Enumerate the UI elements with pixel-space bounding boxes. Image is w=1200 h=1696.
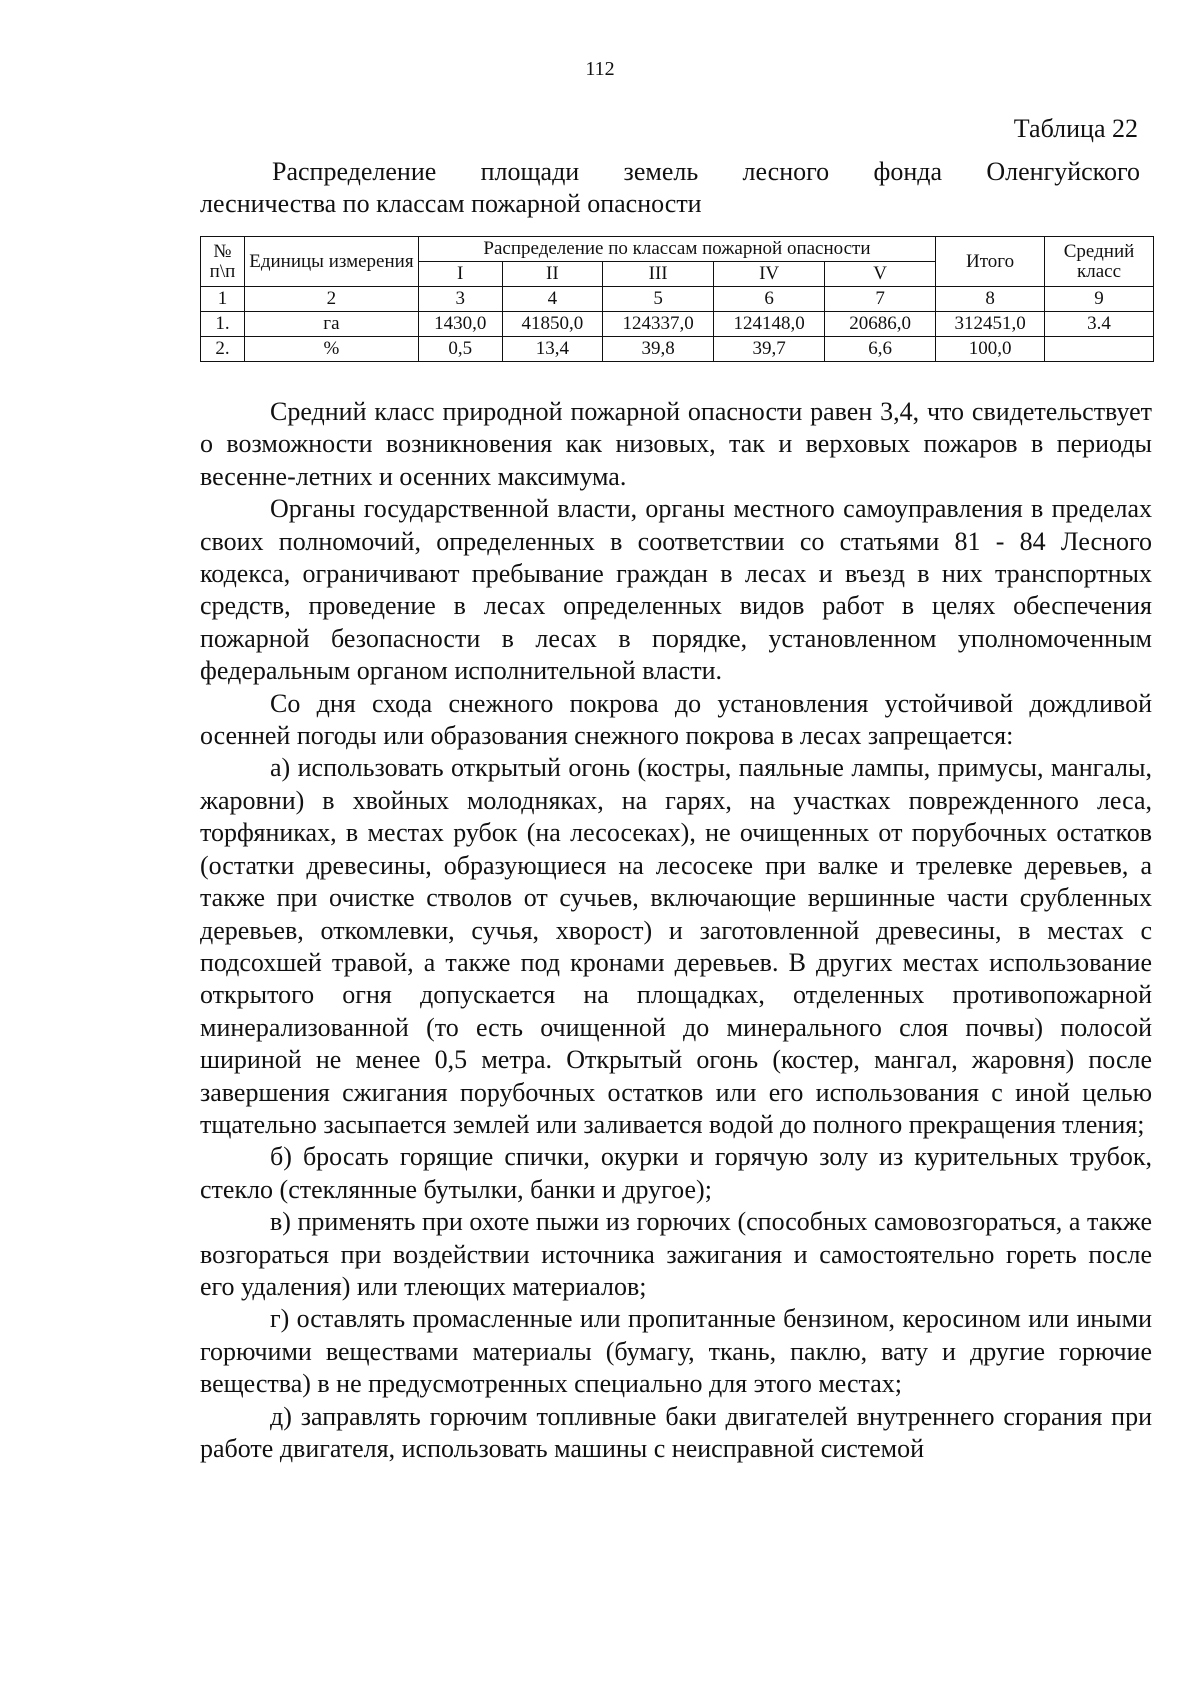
body-text (200, 396, 1152, 1465)
paragraph: в) применять при охоте пыжи из горючих (способных самовозгораться, а также возгораться при воздействии источника зажигания и самостоятельно гореть после его удаления) или тлеющих материалов; (200, 1207, 1152, 1301)
table-cell: 312451,0 (936, 312, 1045, 337)
col-number: 7 (825, 287, 936, 312)
table-cell (1045, 337, 1154, 362)
table-caption-line-1: Распределение площади земель лесного фонда Оленгуйского (272, 157, 1140, 186)
col-number: 1 (201, 287, 245, 312)
col-number: 8 (936, 287, 1045, 312)
header-avg: Средний класс (1045, 237, 1154, 287)
table-caption-line-2: лесничества по классам пожарной опасности (200, 189, 702, 218)
col-number: 9 (1045, 287, 1154, 312)
header-class: I (418, 262, 502, 287)
table-cell: 2. (201, 337, 245, 362)
table-cell: 100,0 (936, 337, 1045, 362)
table-cell: 39,7 (714, 337, 825, 362)
header-class: II (502, 262, 603, 287)
header-total: Итого (936, 237, 1045, 287)
table-label: Таблица 22 (1013, 114, 1138, 143)
table-cell: 0,5 (418, 337, 502, 362)
table-cell: 39,8 (603, 337, 714, 362)
table-cell: га (244, 312, 418, 337)
table-cell: 41850,0 (502, 312, 603, 337)
table-header-row (201, 237, 1154, 262)
header-units: Единицы измерения (244, 237, 418, 287)
header-distribution: Распределение по классам пожарной опасности (418, 237, 935, 262)
header-class: IV (714, 262, 825, 287)
table-cell: % (244, 337, 418, 362)
fire-class-table (200, 236, 1154, 362)
header-num: № п\п (201, 237, 245, 287)
paragraph: г) оставлять промасленные или пропитанные бензином, керосином или иными горючими веществами материалы (бумагу, ткань, паклю, вату и другие горючие вещества) в не предусмотренных специально для этого местах; (200, 1304, 1152, 1399)
header-class: III (603, 262, 714, 287)
table-caption (200, 156, 1140, 220)
col-number: 3 (418, 287, 502, 312)
paragraph: д) заправлять горючим топливные баки двигателей внутреннего сгорания при работе двигателя, использовать машины с неисправной системой (200, 1401, 1152, 1463)
table-colnum-row (201, 287, 1154, 312)
table-cell: 124337,0 (603, 312, 714, 337)
table-cell: 6,6 (825, 337, 936, 362)
col-number: 5 (603, 287, 714, 312)
page-number: 112 (585, 58, 615, 80)
table-row (201, 312, 1154, 337)
table-row (201, 337, 1154, 362)
table-cell: 3.4 (1045, 312, 1154, 337)
col-number: 2 (244, 287, 418, 312)
table-cell: 13,4 (502, 337, 603, 362)
table-cell: 1430,0 (418, 312, 502, 337)
col-number: 4 (502, 287, 603, 312)
col-number: 6 (714, 287, 825, 312)
table-cell: 1. (201, 312, 245, 337)
header-class: V (825, 262, 936, 287)
paragraph: Средний класс природной пожарной опасности равен 3,4, что свидетельствует о возможности возникновения как низовых, так и верховых пожаров в периоды весенне-летних и осенних максимума. (200, 397, 1152, 491)
table-cell: 124148,0 (714, 312, 825, 337)
paragraph: Органы государственной власти, органы местного самоуправления в пределах своих полномочий, определенных в соответствии со статьями 81 - 84 Лесного кодекса, ограничивают пребывание граждан в лесах и въезд в них транспортных средств, проведение в лесах определенных видов работ в целях обеспечения пожарной безопасности в лесах в порядке, установленном уполномоченным федеральным органом исполнительной власти. (200, 494, 1152, 686)
paragraph: б) бросать горящие спички, окурки и горячую золу из курительных трубок, стекло (стеклянные бутылки, банки и другое); (200, 1142, 1152, 1204)
paragraph: а) использовать открытый огонь (костры, паяльные лампы, примусы, мангалы, жаровни) в хвойных молодняках, на гарях, на участках поврежденного леса, торфяниках, в местах рубок (на лесосеках), не очищенных от порубочных остатков (остатки древесины, образующиеся на лесосеке при валке и трелевке деревьев, а также при очистке стволов от сучьев, включающие вершинные части срубленных деревьев, откомлевки, сучья, хворост) и заготовленной древесины, в местах с подсохшей травой, а также под кронами деревьев. В других местах использование открытого огня допускается на площадках, отделенных противопожарной минерализованной (то есть очищенной до минерального слоя почвы) полосой шириной не менее 0,5 метра. Открытый огонь (костер, мангал, жаровня) после завершения сжигания порубочных остатков или его использования с иной целью тщательно засыпается землей или заливается водой до полного прекращения тления; (200, 753, 1152, 1139)
paragraph: Со дня схода снежного покрова до установления устойчивой дождливой осенней погоды или образования снежного покрова в лесах запрещается: (200, 688, 1152, 751)
table-cell: 20686,0 (825, 312, 936, 337)
